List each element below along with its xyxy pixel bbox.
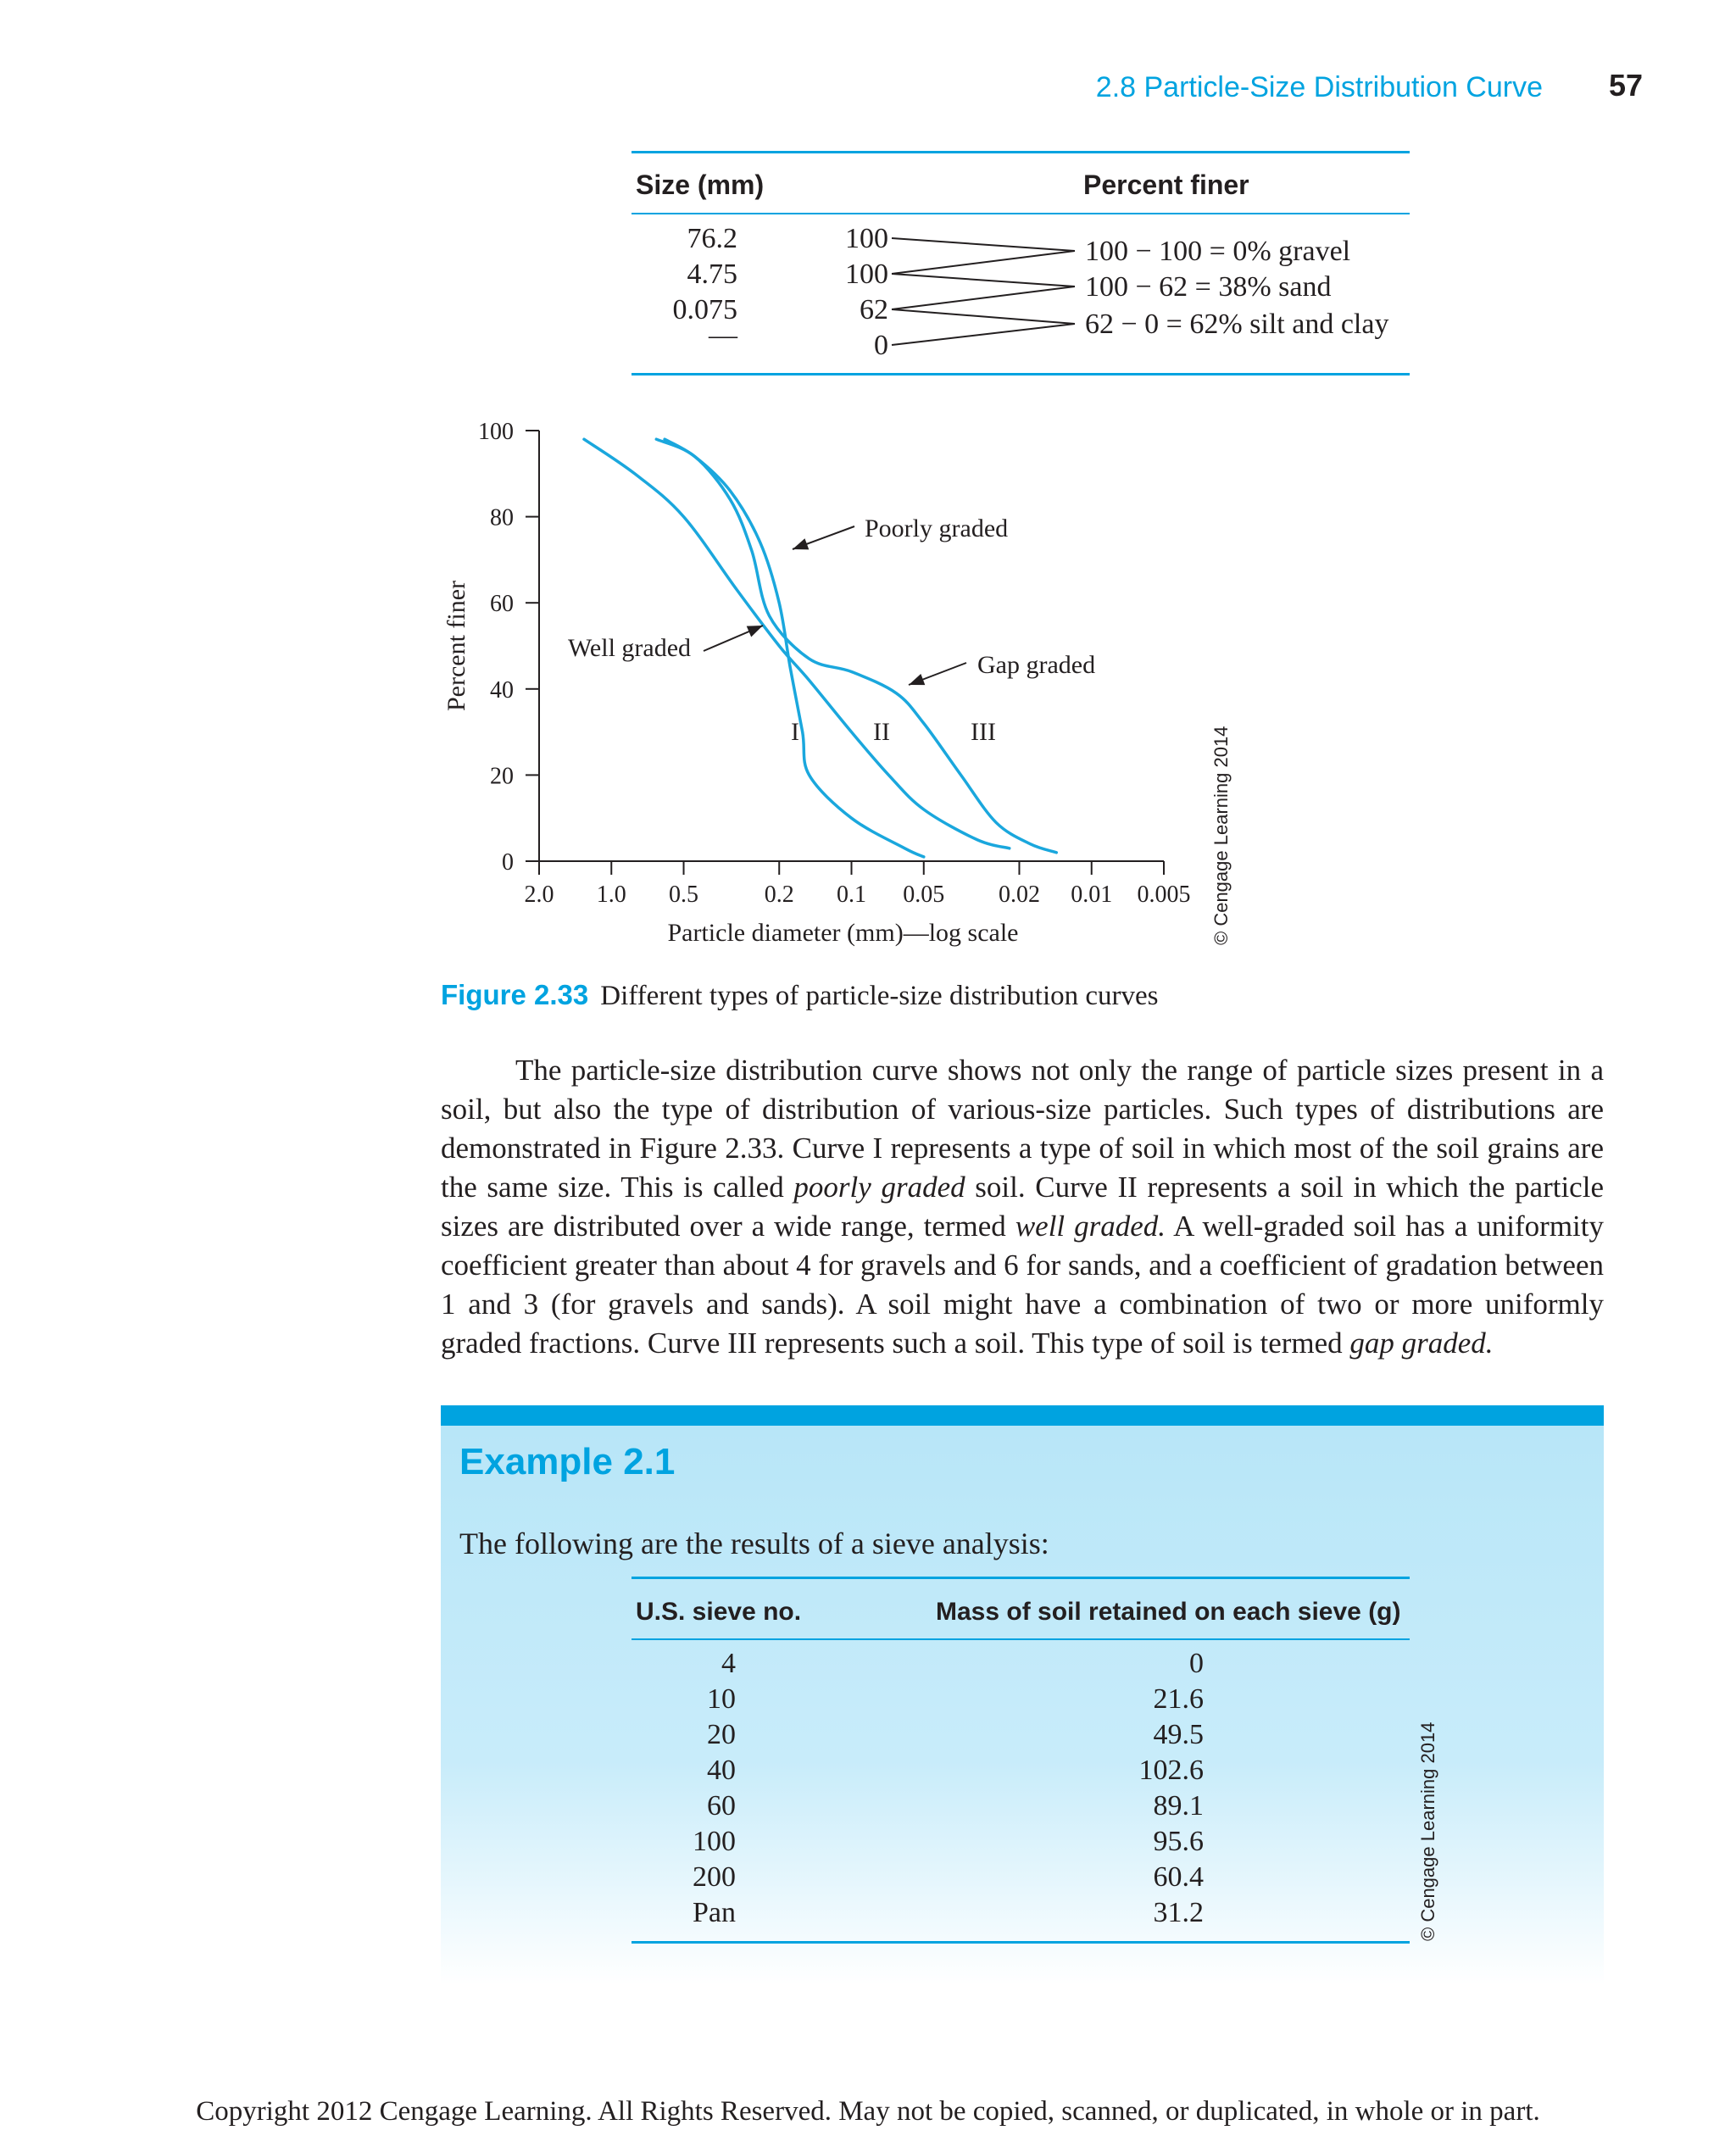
- sieve-cell: 4: [721, 1648, 736, 1679]
- mass-cell: 95.6: [1153, 1826, 1204, 1857]
- x-tick-label: 0.01: [1071, 882, 1113, 908]
- x-tick-label: 0.05: [903, 882, 945, 908]
- mass-column-header: Mass of soil retained on each sieve (g): [936, 1598, 1401, 1626]
- size-cell: —: [709, 320, 737, 351]
- arrow-head: [747, 626, 763, 637]
- percent-cell: 100: [845, 259, 888, 290]
- sieve-cell: 200: [693, 1861, 736, 1893]
- result-sand: 100 − 62 = 38% sand: [1085, 271, 1332, 303]
- curve-label-ii: II: [873, 718, 890, 746]
- example-credit: © Cengage Learning 2014: [1417, 1721, 1438, 1941]
- result-silt-clay: 62 − 0 = 62% silt and clay: [1085, 309, 1389, 340]
- arrow-poorly-graded: [793, 526, 854, 549]
- x-tick-label: 1.0: [596, 882, 626, 908]
- sieve-cell: 100: [693, 1826, 736, 1857]
- mass-cell: 102.6: [1138, 1755, 1204, 1786]
- size-cell: 0.075: [672, 294, 737, 325]
- arrow-well-graded: [704, 626, 763, 651]
- x-tick-label: 2.0: [524, 882, 554, 908]
- sieve-table-header-rule: [632, 1638, 1410, 1640]
- body-text-1: The particle-size distribution curve shows not only the range of particle sizes present in a soil, but also the type of distribution of various-size particles. Such types of distributions are demonstrated in Figure 2.33. Curve I represents a type of soil in which most of the soil grains are the same size. This is called: [441, 1054, 1604, 1204]
- mass-cell: 21.6: [1153, 1683, 1204, 1715]
- annotation-gap-graded: Gap graded: [977, 651, 1096, 679]
- percent-cell: 100: [845, 223, 888, 254]
- sieve-cell: Pan: [693, 1897, 736, 1928]
- mass-cell: 60.4: [1153, 1861, 1204, 1893]
- x-tick-label: 0.005: [1137, 882, 1191, 908]
- size-column-header: Size (mm): [636, 170, 765, 200]
- y-tick-label: 20: [490, 763, 514, 790]
- percent-finer-column-header: Percent finer: [1083, 170, 1249, 200]
- x-tick-label: 0.2: [764, 882, 794, 908]
- arrow-gap-graded: [909, 663, 966, 685]
- chart-credit: © Cengage Learning 2014: [1210, 726, 1232, 945]
- y-tick-label: 100: [478, 419, 514, 445]
- percent-cell: 0: [874, 330, 888, 361]
- figure-caption-text: Different types of particle-size distribution curves: [600, 981, 1159, 1011]
- term-well-graded: well graded.: [1015, 1210, 1166, 1243]
- figure-label: Figure 2.33: [441, 979, 589, 1010]
- example-intro: The following are the results of a sieve analysis:: [459, 1527, 1049, 1560]
- body-text-3: A well-graded soil has a uniformity coefficient greater than about 4 for gravels and 6 for sands, and a coefficient of gradation between 1 and 3 (for gravels and sands). A soil might have a combination of two or more uniformly graded fractions. Curve III represents such a soil. This type of soil is termed: [441, 1210, 1605, 1360]
- annotation-well-graded: Well graded: [568, 634, 692, 662]
- body-paragraph: [441, 1051, 1604, 1363]
- running-title: 2.8 Particle-Size Distribution Curve: [1095, 71, 1543, 103]
- term-gap-graded: gap graded.: [1349, 1327, 1494, 1360]
- mass-cell: 0: [1189, 1648, 1204, 1679]
- y-axis-title: Percent finer: [442, 580, 470, 712]
- arrow-head: [793, 538, 809, 549]
- y-tick-label: 0: [502, 849, 514, 876]
- figure-caption: [441, 979, 1159, 1012]
- percent-cell: 62: [860, 294, 888, 325]
- y-tick-label: 60: [490, 591, 514, 618]
- mass-cell: 89.1: [1153, 1790, 1204, 1822]
- particle-size-chart: [0, 0, 1736, 975]
- sieve-column-header: U.S. sieve no.: [636, 1598, 802, 1626]
- x-tick-label: 0.1: [837, 882, 866, 908]
- size-cell: 76.2: [687, 223, 737, 254]
- y-tick-label: 80: [490, 504, 514, 531]
- footer-copyright: Copyright 2012 Cengage Learning. All Rights Reserved. May not be copied, scanned, or duplicated, in whole or in part.: [196, 2096, 1540, 2127]
- chart-axes: [442, 419, 1191, 947]
- sieve-cell: 40: [707, 1755, 736, 1786]
- body-text-2: soil. Curve II represents a soil in which the particle sizes are distributed over a wide range, termed: [441, 1171, 1604, 1243]
- annotation-poorly-graded: Poorly graded: [865, 515, 1009, 542]
- curve-label-iii: III: [971, 718, 996, 746]
- sieve-cell: 60: [707, 1790, 736, 1822]
- sieve-table-bottom-rule: [632, 1941, 1410, 1944]
- x-axis-title: Particle diameter (mm)—log scale: [667, 919, 1019, 947]
- sieve-table-top-rule: [632, 1577, 1410, 1579]
- result-gravel: 100 − 100 = 0% gravel: [1085, 236, 1351, 267]
- x-tick-label: 0.5: [669, 882, 699, 908]
- mass-cell: 31.2: [1153, 1897, 1204, 1928]
- arrow-head: [909, 674, 925, 685]
- term-poorly-graded: poorly graded: [793, 1171, 965, 1204]
- mass-cell: 49.5: [1153, 1719, 1204, 1750]
- size-cell: 4.75: [687, 259, 737, 290]
- sieve-cell: 10: [707, 1683, 736, 1715]
- curve-label-i: I: [791, 718, 799, 746]
- x-tick-label: 0.02: [998, 882, 1040, 908]
- example-title: Example 2.1: [459, 1441, 676, 1482]
- y-tick-label: 40: [490, 676, 514, 704]
- page-number: 57: [1608, 68, 1643, 103]
- chart-labels: [568, 515, 1095, 746]
- sieve-cell: 20: [707, 1719, 736, 1750]
